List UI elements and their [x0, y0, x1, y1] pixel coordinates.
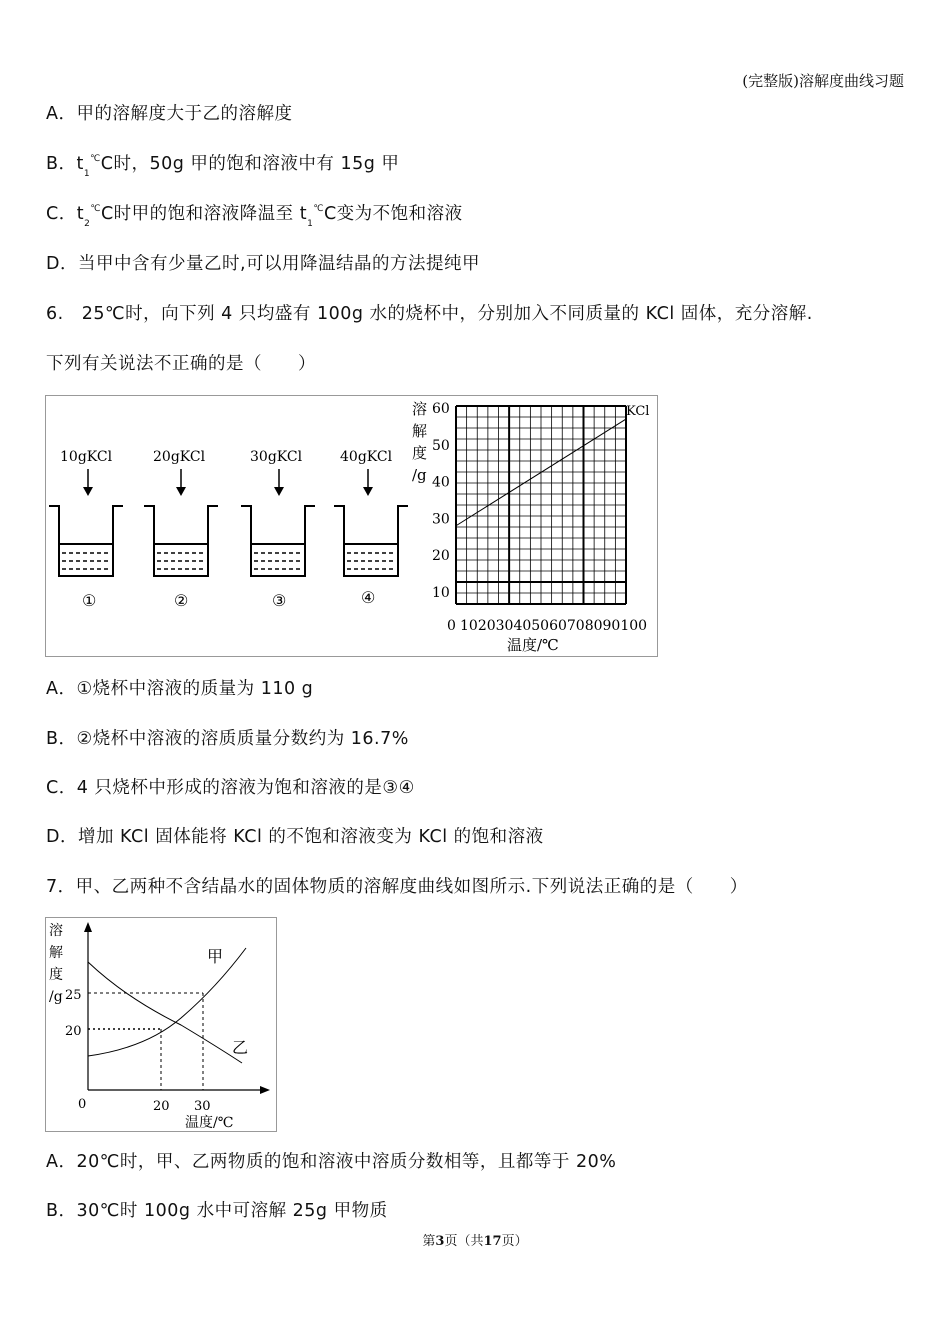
kcl-series-label: KCl: [626, 404, 650, 419]
beaker-1-number: ①: [82, 591, 97, 610]
chart2-xtick-20: 20: [153, 1099, 170, 1114]
chart1-ylabel-2: 解: [412, 422, 428, 440]
q7-option-b: B．30℃时 100g 水中可溶解 25g 甲物质: [46, 1201, 388, 1221]
beaker-1-arrowhead: [83, 487, 93, 496]
chart2-ytick-25: 25: [65, 988, 82, 1003]
beaker-2-arrowhead: [176, 487, 186, 496]
chart1-ytick: 50: [432, 437, 450, 454]
footer-pre: 第: [422, 1234, 436, 1249]
chart2-ytick-20: 20: [65, 1024, 82, 1039]
footer-page: 3: [435, 1234, 445, 1249]
q5-b-sub: 1: [83, 169, 91, 179]
q6-option-c: C．4 只烧杯中形成的溶液为饱和溶液的是③④: [46, 778, 415, 798]
q5-option-a: A．甲的溶解度大于乙的溶解度: [46, 104, 293, 124]
q5-option-b: [46, 150, 400, 179]
footer-total: 17: [483, 1234, 502, 1249]
q5-c-mid: C时甲的饱和溶液降温至 t: [100, 204, 308, 224]
q5-c-sup2: ℃: [313, 204, 324, 214]
q6-option-a: A．①烧杯中溶液的质量为 110 g: [46, 679, 314, 699]
beaker-4-number: ④: [361, 588, 376, 607]
beaker-4-arrowhead: [363, 487, 373, 496]
chart2-ylabel-2: 解: [49, 945, 63, 961]
beaker-3: [241, 506, 315, 576]
page-header: (完整版)溶解度曲线习题: [742, 72, 904, 90]
chart1-ytick: 60: [432, 401, 450, 417]
chart1-origin: 0: [447, 618, 456, 634]
beaker-3-number: ③: [272, 591, 287, 610]
q5-c-sub2: 1: [307, 219, 314, 229]
chart2-ylabel-4: /g: [49, 989, 63, 1005]
q7-option-a: A．20℃时，甲、乙两物质的饱和溶液中溶质分数相等，且都等于 20%: [46, 1152, 617, 1172]
q5-b-pre: B．t: [46, 154, 84, 174]
chart2-origin: 0: [78, 1097, 87, 1112]
footer-mid: 页（共: [444, 1234, 484, 1249]
beaker-3-label: 30gKCl: [250, 449, 303, 465]
beaker-4-label: 40gKCl: [340, 449, 393, 465]
beaker-2-number: ②: [174, 591, 189, 610]
footer-post: 页）: [501, 1234, 528, 1249]
beaker-2: [144, 506, 218, 576]
q5-c-sub1: 2: [84, 219, 91, 229]
q7-stem: 7．甲、乙两种不含结晶水的固体物质的溶解度曲线如图所示.下列说法正确的是（ ）: [46, 877, 748, 897]
chart1-ylabel-3: 度: [412, 444, 428, 462]
chart1-ytick: 10: [432, 585, 450, 601]
beaker-4: [334, 506, 408, 576]
chart2-ylabel-1: 溶: [49, 923, 63, 939]
q5-c-post: C变为不饱和溶液: [323, 204, 463, 224]
chart1-ytick: 20: [432, 548, 450, 565]
beaker-1-label: 10gKCl: [60, 449, 113, 465]
figure-kcl-svg: [46, 396, 657, 656]
figure-kcl: [45, 395, 658, 657]
chart1-xticks: 102030405060708090100: [460, 618, 648, 634]
chart1-ytick: 30: [432, 511, 450, 528]
q6-stem-line1: 6. 25℃时，向下列 4 只均盛有 100g 水的烧杯中，分别加入不同质量的 KCl 固体，充分溶解.: [46, 304, 813, 324]
chart2-xtick-30: 30: [194, 1099, 211, 1114]
beaker-1: [49, 506, 123, 576]
q5-c-sup1: ℃: [90, 204, 101, 214]
chart1-yticks: [432, 401, 450, 601]
q6-stem-line2: 下列有关说法不正确的是（ ）: [46, 354, 316, 374]
q5-option-d: D．当甲中含有少量乙时,可以用降温结晶的方法提纯甲: [46, 254, 481, 274]
chart2-y-arrow: [84, 922, 92, 932]
label-jia: 甲: [207, 947, 224, 966]
q6-option-b: B．②烧杯中溶液的溶质质量分数约为 16.7%: [46, 729, 409, 749]
page-footer: [0, 1230, 950, 1249]
chart1-grid: [456, 406, 626, 604]
figure-jia-yi-svg: [46, 918, 276, 1131]
chart1-ylabel-1: 溶: [412, 400, 428, 418]
chart1-xlabel: 温度/℃: [507, 636, 559, 654]
chart2-x-arrow: [260, 1086, 270, 1094]
label-yi: 乙: [232, 1038, 249, 1057]
chart1-ylabel-4: /g: [412, 466, 427, 484]
q5-c-pre: C．t: [46, 204, 85, 224]
q5-b-post: C时，50g 甲的饱和溶液中有 15g 甲: [100, 154, 400, 174]
chart2-xlabel: 温度/℃: [185, 1115, 234, 1131]
curve-yi: [88, 962, 242, 1063]
beaker-2-label: 20gKCl: [153, 449, 206, 465]
chart2-ylabel-3: 度: [49, 967, 63, 983]
beaker-3-arrowhead: [274, 487, 284, 496]
q6-option-d: D．增加 KCl 固体能将 KCl 的不饱和溶液变为 KCl 的饱和溶液: [46, 827, 544, 847]
chart1-ytick: 40: [432, 474, 450, 491]
q5-option-c: [46, 200, 463, 229]
q5-b-sup: ℃: [90, 154, 101, 164]
figure-jia-yi: [45, 917, 277, 1132]
